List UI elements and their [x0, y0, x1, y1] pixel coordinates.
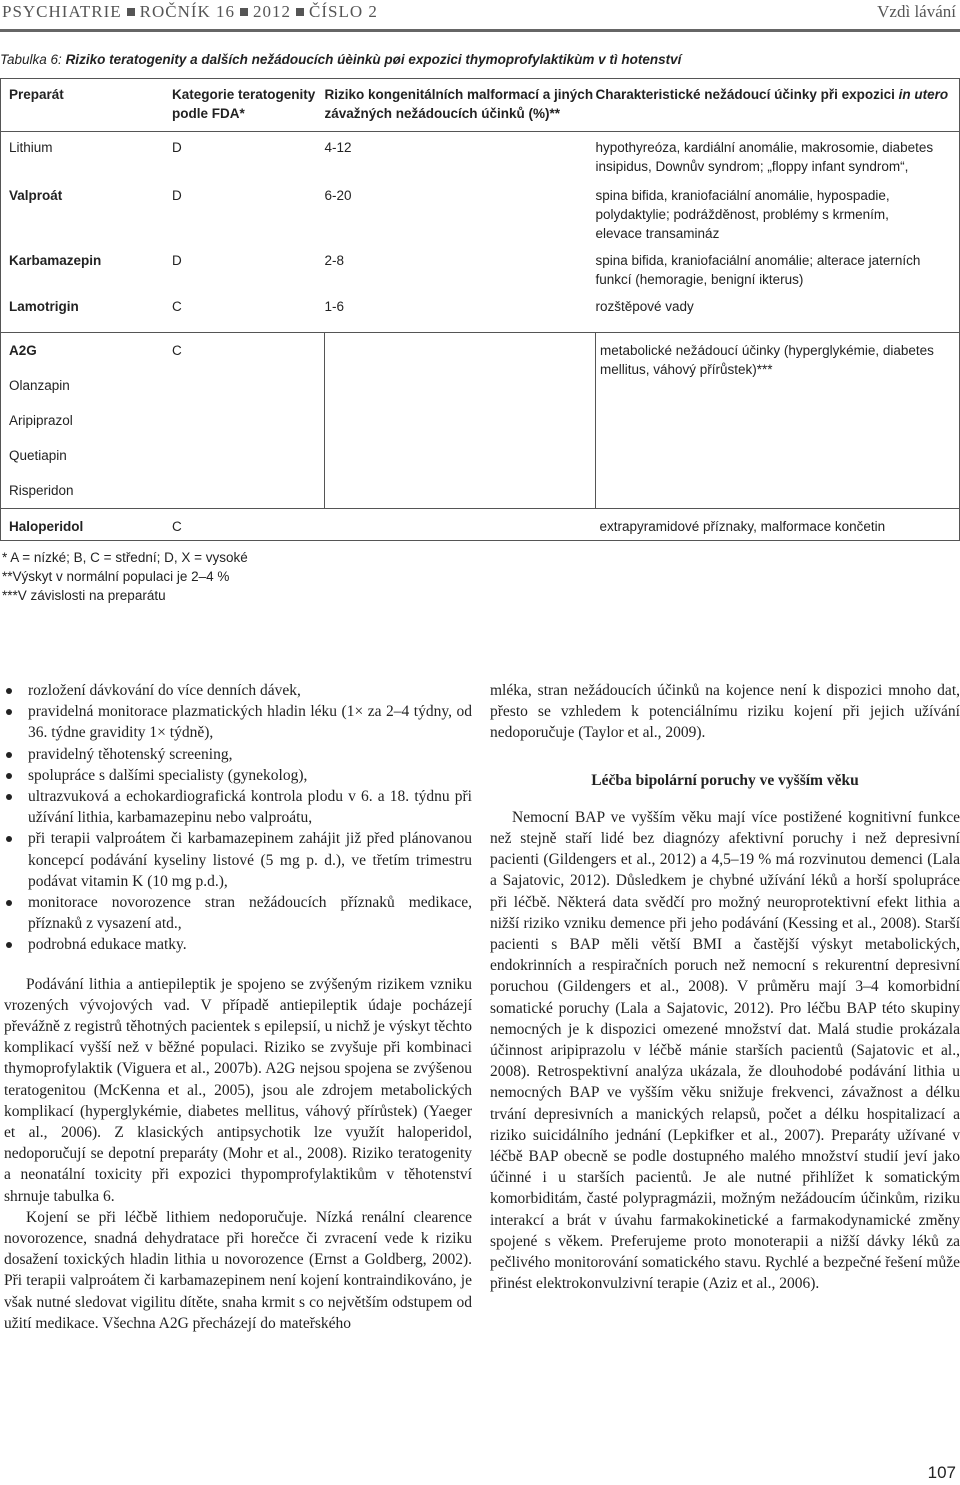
list-item: pravidelný těhotenský screening,	[4, 744, 472, 765]
col-header-malformation-risk: Riziko kongenitálních malformací a jiných závažných nežádoucích účinků (%)**	[325, 79, 596, 132]
list-item: ultrazvuková a echokardiografická kontrola plodu v 6. a 18. týdnu při užívání lithia, karbamazepinu nebo valproátu,	[4, 786, 472, 828]
square-separator-icon	[296, 8, 304, 16]
list-item: rozložení dávkování do více denních dávek,	[4, 680, 472, 701]
drug-name: Haloperidol	[1, 509, 173, 541]
volume-label: ROČNÍK 16	[139, 2, 236, 21]
col-header-preparation: Preparát	[1, 79, 173, 132]
running-header	[0, 0, 960, 26]
a2g-label: A2G	[9, 343, 37, 358]
adverse-effects: rozštěpové vady	[595, 299, 694, 314]
bullet-icon	[6, 836, 12, 842]
footnote: **Výskyt v normální populaci je 2–4 %	[2, 569, 230, 584]
fda-category: D	[172, 140, 182, 155]
header-divider	[0, 29, 960, 32]
table-header-row	[1, 79, 960, 132]
journal-name: PSYCHIATRIE	[2, 2, 122, 21]
square-separator-icon	[240, 8, 248, 16]
bullet-icon	[6, 688, 12, 694]
section-heading: Léčba bipolární poruchy ve vyšším věku	[591, 771, 859, 789]
col-header-fda-category: Kategorie teratogenity podle FDA*	[172, 79, 325, 132]
footnote: ***V závislosti na preparátu	[2, 588, 166, 603]
col-header-adverse-effects	[596, 79, 960, 132]
table-row	[1, 186, 960, 251]
risk-value	[325, 333, 596, 509]
footnote: * A = nízké; B, C = střední; D, X = vysoké	[2, 550, 248, 565]
col-header-in-utero: in utero	[898, 87, 949, 102]
table-footnotes	[0, 548, 400, 605]
bullet-icon	[6, 709, 12, 715]
list-item: při terapii valproátem či karbamazepinem zahájit již před plánovanou koncepcí podávání kyseliny listové (5 mg p. d.), ve třetím trimestru podávat vitamin K (10 mg p.d.),	[4, 828, 472, 892]
table-caption	[0, 52, 960, 67]
risk-value: 4-12	[324, 140, 352, 155]
bullet-icon	[6, 942, 12, 948]
drug-name: Quetiapin	[9, 448, 67, 463]
table-caption-title: Riziko teratogenity a dalších nežádoucích úèinkù pøi expozici thymoprofylaktikùm v tì hotenství	[65, 52, 682, 67]
body-paragraph: mléka, stran nežádoucích účinků na kojence není k dispozici mnoho dat, přesto se vzhledem k potenciálnímu riziku kojení při jejich užívání nedoporučuje (Taylor et al., 2009).	[490, 682, 960, 742]
page-number: 107	[927, 1463, 956, 1482]
risk-value: 6-20	[324, 188, 352, 203]
section-label: Vzdì lávání	[877, 2, 956, 21]
risk-value: 2-8	[324, 253, 345, 268]
table-row	[1, 297, 960, 333]
body-paragraph: Nemocní BAP ve vyšším věku mají více postižené kognitivní funkce než stejně staří lidé bez diagnózy afektivní poruchy i než depresivní pacienti (Gildengers et al., 2012) a 4,5–19 % má rozvinutou demenci (Lala a Sajatovic, 2012). Důsledkem je chybné užívání léků a horší spolupráce při léčbě. Některá data svědčí pro možný neuroprotektivní efekt lithia a nižší riziko vzniku demence při jeho podávání (Kessing et al., 2008). Starší pacienti s BAP měli větší BMI a častější výskyt metabolických, endokrinních a respiračních poruch než nemocní s rekurentní depresivní poruchou (Gildengers et al., 2008). V průměru mají 3–4 komorbidní somatické poruchy (Lala a Sajatovic, 2012). Pro léčbu BAP této skupiny nemocných je k dispozici omezené množství dat. Malá studie prokázala účinnost aripiprazolu v léčbě mánie starších pacientů (Sajatovic et al., 2008). Retrospektivní analýza ukázala, že dlouhodobé podávání lithia u nemocných BAP ve vyšším věku snižuje frekvenci, závažnost a délku trvání depresivních a manických relapsů, počet a délku hospitalizací a riziko suicidálního jednání (Lepkifker et al., 2007). Preparáty užívané v léčbě BAP obecně se podle dostupného malého množství studií jeví jako účinné i u starších pacientů. Je ale nutné přihlížet k somatickým komorbiditám, časté polypragmázii, možným nežádoucím účinkům, riziku interakcí a brát v úvahu farmakokinetické a farmakodynamické změny spojené s věkem. Preferujeme proto monoterapii a nižší dávky léků za pečlivého monitorování somatického stavu. Rychlé a bezpečné řešení může přinést elektrokonvulzivní terapie (Aziz et al., 2006).	[490, 808, 960, 1293]
adverse-effects: metabolické nežádoucí účinky (hyperglykémie, diabetes mellitus, váhový přírůstek)***	[596, 333, 960, 509]
drug-name: Lithium	[9, 140, 53, 155]
recommendation-list	[4, 680, 472, 956]
fda-category: C	[172, 509, 325, 541]
a2g-drug-list	[1, 333, 173, 509]
table-row	[1, 132, 960, 187]
fda-category: C	[172, 333, 325, 509]
body-paragraph: Kojení se při léčbě lithiem nedoporučuje. Nízká renální clearence novorozence, snadná dehydratace při horečce či zvracení vede k riziku dosažení toxických hladin lithia u novorozence (Ernst a Goldberg, 2002). Při terapii valproátem či karbamazepinem není kojení kontraindikováno, je však nutné sledovat vigilitu dítěte, snaha krmit s co největším odstupem od užití medikace. Všechna A2G přecházejí do mateřského	[4, 1208, 472, 1332]
list-item: spolupráce s dalšími specialisty (gynekolog),	[4, 765, 472, 786]
table-row	[1, 509, 960, 541]
bullet-icon	[6, 794, 12, 800]
bullet-icon	[6, 773, 12, 779]
risk-value: 1-6	[324, 299, 345, 314]
list-item: monitorace novorozence stran nežádoucích příznaků medikace, příznaků z vysazení atd.,	[4, 892, 472, 934]
fda-category: D	[172, 188, 182, 203]
table-row	[1, 251, 960, 297]
journal-issue-label	[2, 2, 378, 22]
fda-category: D	[172, 253, 182, 268]
right-text-column	[490, 680, 960, 1294]
teratogenicity-table	[0, 78, 960, 541]
adverse-effects: hypothyreóza, kardiální anomálie, makrosomie, diabetes insipidus, Downův syndrom; „floppy infant syndrom“,	[595, 140, 934, 174]
bullet-icon	[6, 900, 12, 906]
drug-name: Aripiprazol	[9, 413, 73, 428]
table-caption-label: Tabulka 6:	[0, 52, 66, 67]
risk-value	[325, 509, 596, 541]
square-separator-icon	[127, 8, 135, 16]
adverse-effects: extrapyramidové příznaky, malformace končetin	[596, 509, 960, 541]
bullet-icon	[6, 752, 12, 758]
fda-category: C	[172, 299, 182, 314]
list-item: podrobná edukace matky.	[4, 934, 472, 955]
adverse-effects: spina bifida, kraniofaciální anomálie; alterace jaterních funkcí (hemoragie, benigní ikterus)	[595, 253, 921, 287]
col-header-adverse-effects-text: Charakteristické nežádoucí účinky při expozici	[595, 87, 899, 102]
issue-label: ČÍSLO 2	[309, 2, 378, 21]
drug-name: Lamotrigin	[9, 299, 79, 314]
drug-name: Risperidon	[9, 483, 74, 498]
drug-name: Karbamazepin	[9, 253, 102, 268]
body-paragraph: Podávání lithia a antiepileptik je spojeno se zvýšeným rizikem vzniku vrozených vývojových vad. V případě antiepileptik údaje pocházejí převážně z registrů těhotných pacientek s epilepsií, u nichž je výskyt těchto komplikací vyšší než v běžné populaci. Riziko se zvyšuje při kombinaci thymoprofylaktik (Viguera et al., 2007b). A2G nejsou spojena se zvýšenou teratogenitou (McKenna et al., 2005), jsou ale zdrojem metabolických komplikací (hyperglykémie, diabetes mellitus, váhový přírůstek) (Yaeger et al., 2006). Z klasických antipsychotik lze využít haloperidol, nedoporučují se depotní preparáty (Mohr et al., 2008). Riziko teratogenity a neonatální toxicity při expozici thypomprofylaktikům v těhotenství shrnuje tabulka 6.	[4, 975, 472, 1205]
adverse-effects: spina bifida, kraniofaciální anomálie, hypospadie, polydaktylie; podrážděnost, problémy s krmením, elevace transamináz	[595, 188, 890, 241]
list-item: pravidelná monitorace plazmatických hladin léku (1× za 2–4 týdny, od 36. týdne gravidity 1× týdně),	[4, 701, 472, 743]
left-text-column	[4, 680, 472, 1334]
table-row-a2g	[1, 333, 960, 509]
year-label: 2012	[253, 2, 292, 21]
drug-name: Olanzapin	[9, 378, 70, 393]
drug-name: Valproát	[9, 188, 63, 203]
